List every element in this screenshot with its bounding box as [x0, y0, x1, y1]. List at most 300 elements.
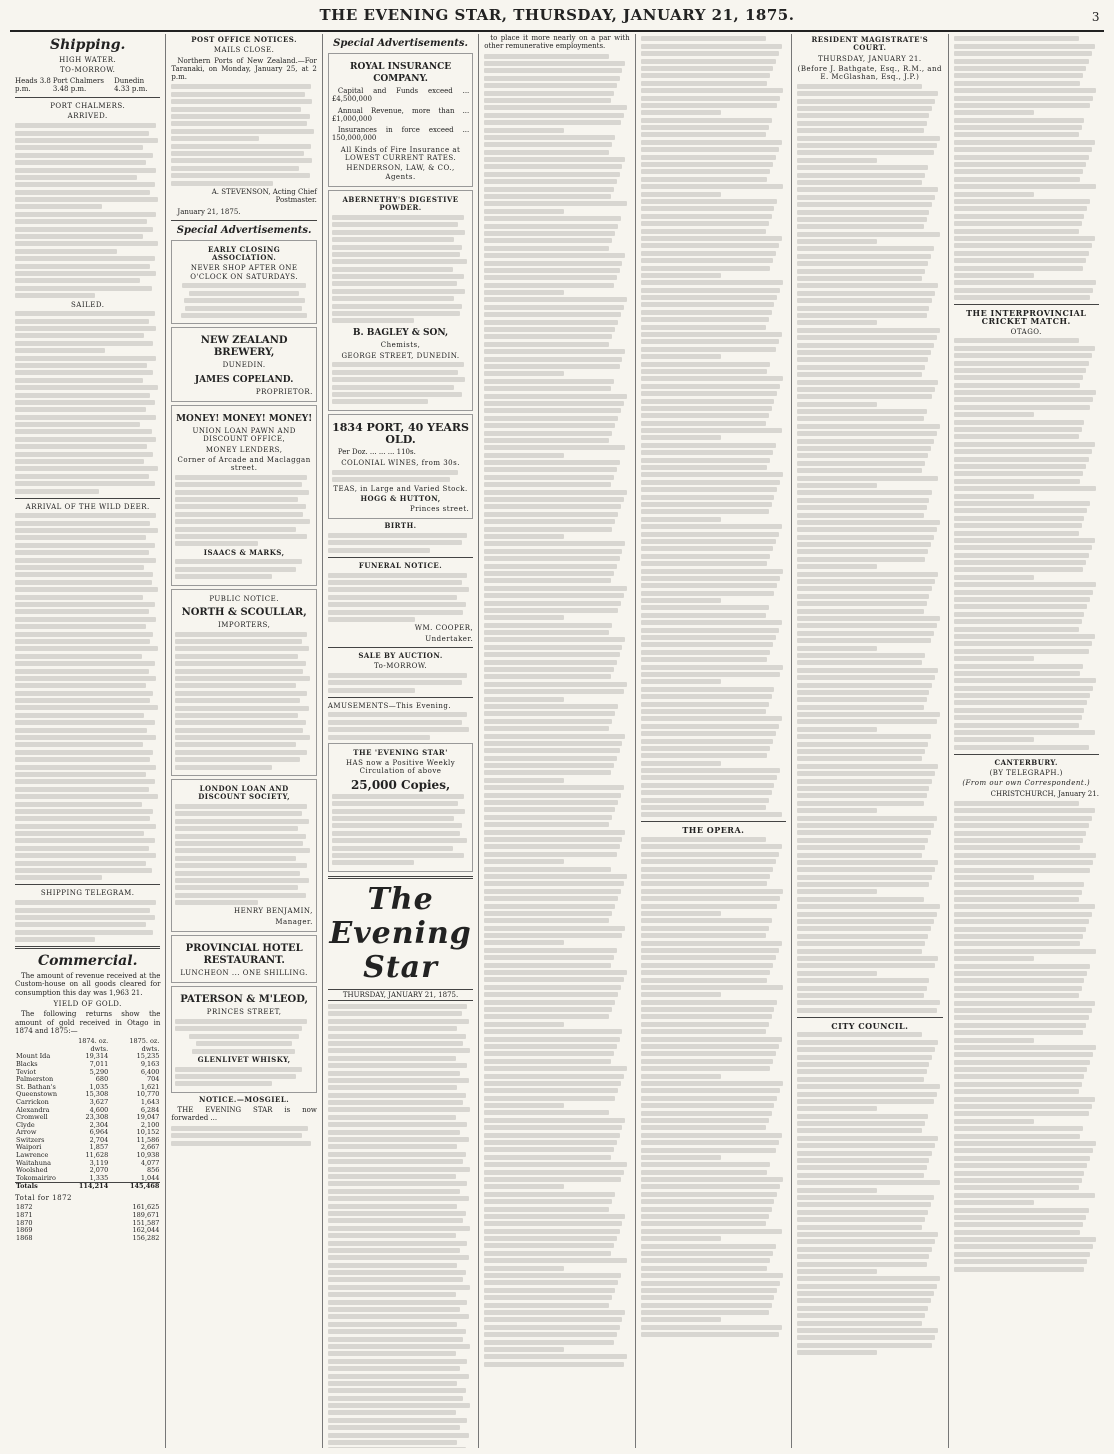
- text-line: [484, 98, 611, 103]
- text-line: [797, 1106, 877, 1111]
- text-line: [954, 971, 1088, 976]
- text-line: [484, 1310, 625, 1315]
- text-line: [954, 723, 1079, 728]
- text-line: [797, 380, 938, 385]
- text-line: [797, 1195, 934, 1200]
- canterbury-heading: CANTERBURY.: [994, 757, 1058, 767]
- text-line: [797, 683, 932, 688]
- text-line: [641, 1317, 721, 1322]
- text-line: [641, 702, 769, 707]
- text-line: [484, 578, 611, 583]
- text-line: [484, 608, 618, 613]
- gold-cell-1875: 19,047: [136, 1113, 160, 1122]
- undertaker: Undertaker.: [425, 634, 474, 643]
- text-line: [797, 557, 925, 562]
- text-line: [484, 194, 611, 199]
- shipping-telegram-heading: SHIPPING TELEGRAM.: [40, 889, 135, 898]
- text-line: [797, 136, 940, 141]
- text-line: [797, 1062, 929, 1067]
- text-line: [641, 1014, 772, 1019]
- gold-cell-district: Teviot: [16, 1067, 36, 1076]
- text-line: [484, 1110, 609, 1115]
- shipping-heading: Shipping.: [50, 37, 126, 53]
- abernethy-ad: [328, 190, 473, 411]
- gold-prior-table: [15, 1204, 160, 1242]
- text-line: [954, 1148, 1094, 1153]
- text-line: [954, 368, 1086, 373]
- text-line: [797, 1188, 877, 1193]
- text-line: [797, 697, 926, 702]
- text-line: [641, 569, 784, 574]
- text-line: [484, 1295, 612, 1300]
- text-line: [641, 1184, 781, 1189]
- text-line: [797, 1128, 922, 1133]
- text-line: [641, 731, 776, 736]
- text-line: [484, 201, 627, 206]
- text-line: [641, 81, 768, 86]
- text-line: [641, 583, 778, 588]
- text-line: [954, 538, 1095, 543]
- text-line: [641, 628, 779, 633]
- text-line: [484, 881, 624, 886]
- text-line: [484, 667, 613, 672]
- text-line: [797, 690, 929, 695]
- text-line: [484, 1059, 611, 1064]
- text-line: [797, 1084, 940, 1089]
- text-line: [484, 1066, 627, 1071]
- text-line: [484, 1051, 613, 1056]
- text-line: [954, 199, 1091, 204]
- brewery-owner: JAMES COPELAND.: [194, 374, 294, 385]
- text-line: [954, 949, 1097, 954]
- text-line: [641, 746, 770, 751]
- text-line: [641, 1044, 779, 1049]
- gold-prior-year: 1871: [16, 1210, 33, 1219]
- text-line: [641, 347, 776, 352]
- text-line: [954, 73, 1083, 78]
- funeral-heading: FUNERAL NOTICE.: [358, 560, 443, 570]
- arrived-heading: ARRIVED.: [67, 112, 108, 121]
- text-line: [797, 1321, 922, 1326]
- text-line: [484, 54, 609, 59]
- text-line: [797, 446, 931, 451]
- text-line: [484, 948, 616, 953]
- gold-cell-1874: 11,628: [85, 1151, 109, 1160]
- text-line: [797, 1000, 940, 1005]
- port-wine-ad: [328, 414, 473, 520]
- text-line: [954, 162, 1086, 167]
- text-line: [641, 495, 775, 500]
- bagley-chemists: Chemists,: [380, 341, 421, 350]
- text-line: [484, 1014, 609, 1019]
- column-news: [636, 34, 792, 1448]
- text-line: [797, 195, 935, 200]
- text-line: [797, 210, 929, 215]
- text-line: [484, 1317, 622, 1322]
- text-line: [954, 508, 1088, 513]
- text-line: [797, 727, 877, 732]
- gold-prior-amount: 161,625: [132, 1203, 160, 1212]
- text-line: [797, 461, 925, 466]
- text-line: [954, 619, 1082, 624]
- mails-body: [171, 84, 316, 185]
- text-line: [954, 823, 1089, 828]
- never-shop-text: NEVER SHOP AFTER ONE O'CLOCK ON SATURDAYS.: [190, 264, 299, 281]
- text-line: [954, 118, 1085, 123]
- text-line: [954, 737, 1034, 742]
- text-line: [641, 642, 773, 647]
- text-line: [797, 646, 877, 651]
- from-correspondent: (From our own Correspondent.): [962, 779, 1091, 788]
- gold-cell-district: Arrow: [16, 1128, 37, 1137]
- text-line: [797, 158, 877, 163]
- text-line: [484, 985, 621, 990]
- text-line: [484, 911, 612, 916]
- sale-tomorrow: To-MORROW.: [374, 662, 428, 671]
- text-line: [641, 295, 778, 300]
- text-line: [797, 535, 934, 540]
- special-ads-heading-3: Special Advertisements.: [333, 38, 468, 49]
- text-line: [484, 224, 618, 229]
- gold-cell-1874: 5,290: [89, 1067, 109, 1076]
- text-line: [797, 187, 938, 192]
- text-line: [484, 1103, 564, 1108]
- text-line: [797, 1291, 934, 1296]
- text-line: [954, 941, 1081, 946]
- text-line: [954, 397, 1094, 402]
- text-line: [484, 327, 615, 332]
- text-line: [954, 860, 1094, 865]
- text-line: [484, 1029, 622, 1034]
- text-line: [797, 705, 924, 710]
- post-office-heading: POST OFFICE NOTICES.: [191, 35, 298, 44]
- text-line: [797, 1077, 924, 1082]
- text-line: [641, 1281, 781, 1286]
- text-line: [954, 1267, 1085, 1272]
- union-loan: UNION LOAN PAWN AND DISCOUNT OFFICE,: [192, 426, 296, 444]
- text-line: [954, 708, 1085, 713]
- text-line: [797, 476, 938, 481]
- text-line: [954, 66, 1086, 71]
- text-line: [641, 753, 768, 758]
- column-advertisements: [323, 34, 479, 1448]
- text-line: [797, 1099, 934, 1104]
- text-line: [797, 579, 935, 584]
- text-line: [954, 808, 1095, 813]
- text-line: [954, 590, 1094, 595]
- per-doz: Per Doz. ... ... ... 110s.: [337, 447, 416, 456]
- text-line: [484, 1118, 625, 1123]
- text-line: [797, 549, 928, 554]
- gold-row: [15, 1114, 160, 1122]
- text-line: [797, 823, 934, 828]
- text-line: [641, 162, 773, 167]
- text-line: [641, 613, 766, 618]
- gold-cell-district: St. Bathan's: [16, 1082, 56, 1091]
- text-line: [797, 808, 877, 813]
- text-line: [641, 221, 769, 226]
- text-line: [484, 261, 622, 266]
- text-line: [484, 793, 621, 798]
- text-line: [797, 1328, 938, 1333]
- gold-cell-1874: 7,011: [89, 1059, 109, 1068]
- text-line: [641, 1103, 775, 1108]
- text-line: [484, 150, 609, 155]
- text-line: [797, 734, 931, 739]
- text-line: [484, 445, 625, 450]
- text-line: [954, 338, 1079, 343]
- text-line: [954, 904, 1095, 909]
- text-line: [484, 1177, 621, 1182]
- text-line: [484, 290, 564, 295]
- text-line: [641, 1251, 773, 1256]
- text-line: [954, 103, 1091, 108]
- text-line: [954, 582, 1097, 587]
- text-line: [641, 635, 776, 640]
- text-line: [484, 1362, 624, 1367]
- text-line: [797, 246, 934, 251]
- text-line: [954, 919, 1089, 924]
- text-line: [797, 779, 932, 784]
- text-line: [954, 214, 1085, 219]
- text-line: [797, 468, 922, 473]
- gold-total-label: Totals: [16, 1182, 38, 1191]
- text-line: [797, 564, 877, 569]
- text-line: [641, 36, 766, 41]
- text-line: [484, 1037, 619, 1042]
- glenlivet: GLENLIVET WHISKY,: [197, 1055, 291, 1064]
- text-line: [641, 687, 775, 692]
- arrivals-text: [15, 123, 160, 298]
- text-line: [797, 1069, 926, 1074]
- text-line: [641, 1148, 776, 1153]
- text-line: [484, 246, 609, 251]
- text-line: [954, 693, 1091, 698]
- text-line: [484, 992, 618, 997]
- text-line: [484, 541, 625, 546]
- text-line: [641, 970, 770, 975]
- text-line: [641, 51, 779, 56]
- text-line: [641, 1229, 782, 1234]
- text-line: [797, 1114, 928, 1119]
- wild-deer-text: [15, 513, 160, 880]
- text-line: [954, 523, 1082, 528]
- gold-cell-1874: 2,304: [89, 1120, 109, 1129]
- text-line: [484, 1332, 616, 1337]
- text-line: [641, 918, 772, 923]
- sailed-text: [15, 311, 160, 493]
- text-line: [484, 1140, 616, 1145]
- text-line: [484, 1221, 622, 1226]
- text-line: [484, 1258, 627, 1263]
- tide-port-chalmers: Port Chalmers 3.48 p.m.: [52, 76, 104, 93]
- text-line: [797, 202, 932, 207]
- text-line: [954, 553, 1089, 558]
- text-line: [641, 1125, 766, 1130]
- text-line: [954, 243, 1092, 248]
- text-line: [954, 464, 1086, 469]
- text-line: [954, 1074, 1085, 1079]
- text-line: [954, 1023, 1086, 1028]
- text-line: [641, 1214, 769, 1219]
- text-line: [484, 320, 618, 325]
- text-line: [641, 214, 772, 219]
- money-lenders: MONEY LENDERS,: [205, 445, 283, 454]
- gold-total-1874: 114,214: [78, 1182, 109, 1191]
- text-line: [484, 342, 609, 347]
- text-line: [484, 1207, 609, 1212]
- text-line: [797, 513, 924, 518]
- text-line: [954, 1008, 1092, 1013]
- text-line: [484, 1280, 618, 1285]
- brewery-proprietor: PROPRIETOR.: [255, 387, 313, 396]
- text-line: [954, 486, 1097, 491]
- text-line: [954, 1171, 1085, 1176]
- amusements-heading: AMUSEMENTS—This Evening.: [327, 701, 452, 710]
- text-line: [954, 1126, 1083, 1131]
- text-line: [641, 384, 781, 389]
- text-line: [641, 354, 721, 359]
- text-line: [484, 770, 611, 775]
- text-line: [484, 778, 564, 783]
- page-masthead: [10, 6, 1104, 32]
- text-line: [797, 764, 938, 769]
- text-line: [797, 830, 931, 835]
- text-line: [641, 1051, 776, 1056]
- text-line: [641, 310, 772, 315]
- text-line: [797, 875, 932, 880]
- text-line: [797, 904, 940, 909]
- text-line: [484, 889, 621, 894]
- text-line: [484, 1266, 564, 1271]
- text-line: [484, 1133, 619, 1138]
- text-line: [797, 594, 929, 599]
- text-line: [797, 394, 932, 399]
- editorial-body: [484, 54, 629, 1367]
- text-line: [484, 460, 619, 465]
- importers: IMPORTERS,: [217, 620, 271, 629]
- gold-cell-1874: 680: [95, 1075, 109, 1084]
- news-body-top: [641, 36, 786, 817]
- gold-cell-1874: 1,857: [89, 1143, 109, 1152]
- manager-label: Manager.: [275, 917, 313, 926]
- text-line: [641, 443, 776, 448]
- text-line: [797, 756, 922, 761]
- gold-header-1874: 1874. oz. dwts.: [78, 1037, 109, 1053]
- text-line: [484, 61, 625, 66]
- text-line: [954, 59, 1089, 64]
- text-line: [641, 177, 768, 182]
- text-line: [954, 868, 1091, 873]
- text-line: [797, 542, 931, 547]
- text-line: [797, 941, 925, 946]
- text-line: [797, 1055, 932, 1060]
- isaacs-marks: ISAACS & MARKS,: [203, 547, 285, 557]
- otago-heading: OTAGO.: [1010, 327, 1042, 336]
- text-line: [797, 860, 938, 865]
- christchurch-dateline: CHRISTCHURCH, January 21.: [990, 789, 1099, 798]
- birth-heading: BIRTH.: [384, 521, 417, 531]
- text-line: [484, 637, 625, 642]
- text-line: [797, 372, 922, 377]
- text-line: [641, 1325, 782, 1330]
- text-line: [641, 280, 784, 285]
- text-line: [641, 896, 781, 901]
- text-line: [641, 206, 775, 211]
- text-line: [484, 830, 625, 835]
- text-line: [954, 81, 1081, 86]
- tide-times: [15, 77, 160, 94]
- po-date: January 21, 1875.: [177, 207, 241, 216]
- text-line: [484, 1125, 622, 1130]
- text-line: [797, 320, 877, 325]
- text-line: [484, 874, 627, 879]
- text-line: [797, 1306, 928, 1311]
- text-line: [641, 739, 773, 744]
- text-line: [797, 365, 925, 370]
- text-line: [484, 564, 616, 569]
- text-line: [954, 801, 1079, 806]
- text-line: [484, 852, 616, 857]
- opera-body: [641, 837, 786, 1337]
- text-line: [954, 390, 1097, 395]
- text-line: [797, 867, 935, 872]
- text-line: [954, 1200, 1034, 1205]
- text-line: [797, 786, 929, 791]
- col7-top-body: [954, 36, 1099, 300]
- text-line: [797, 91, 938, 96]
- gold-cell-1875: 9,163: [140, 1059, 160, 1068]
- gold-cell-1874: 4,600: [89, 1105, 109, 1114]
- text-line: [954, 993, 1079, 998]
- text-line: [641, 140, 782, 145]
- rm-court-before: (Before J. Bathgate, Esq., R.M., and E. McGlashan, Esq., J.P.): [797, 64, 942, 82]
- text-line: [797, 631, 934, 636]
- text-line: [954, 838, 1083, 843]
- text-line: [797, 424, 940, 429]
- text-line: [954, 531, 1079, 536]
- text-line: [954, 1052, 1094, 1057]
- text-line: [484, 1081, 621, 1086]
- text-line: [797, 232, 940, 237]
- text-line: [797, 1350, 877, 1355]
- text-line: [954, 1089, 1079, 1094]
- text-line: [797, 963, 935, 968]
- text-line: [797, 993, 924, 998]
- text-line: [797, 453, 928, 458]
- text-line: [641, 657, 768, 662]
- text-line: [484, 305, 624, 310]
- text-line: [954, 986, 1082, 991]
- text-line: [484, 1243, 613, 1248]
- circulation-ad: [328, 743, 473, 872]
- text-line: [484, 1229, 619, 1234]
- text-line: [954, 110, 1034, 115]
- wild-deer-heading: ARRIVAL OF THE WILD DEER.: [25, 502, 150, 511]
- text-line: [954, 177, 1081, 182]
- text-line: [641, 837, 766, 842]
- text-line: [484, 68, 622, 73]
- text-line: [954, 1134, 1081, 1139]
- text-line: [641, 941, 782, 946]
- text-line: [797, 1262, 926, 1267]
- text-line: [641, 1155, 721, 1160]
- text-line: [797, 343, 934, 348]
- text-line: [954, 51, 1092, 56]
- text-line: [641, 852, 779, 857]
- text-line: [641, 524, 782, 529]
- text-line: [641, 169, 770, 174]
